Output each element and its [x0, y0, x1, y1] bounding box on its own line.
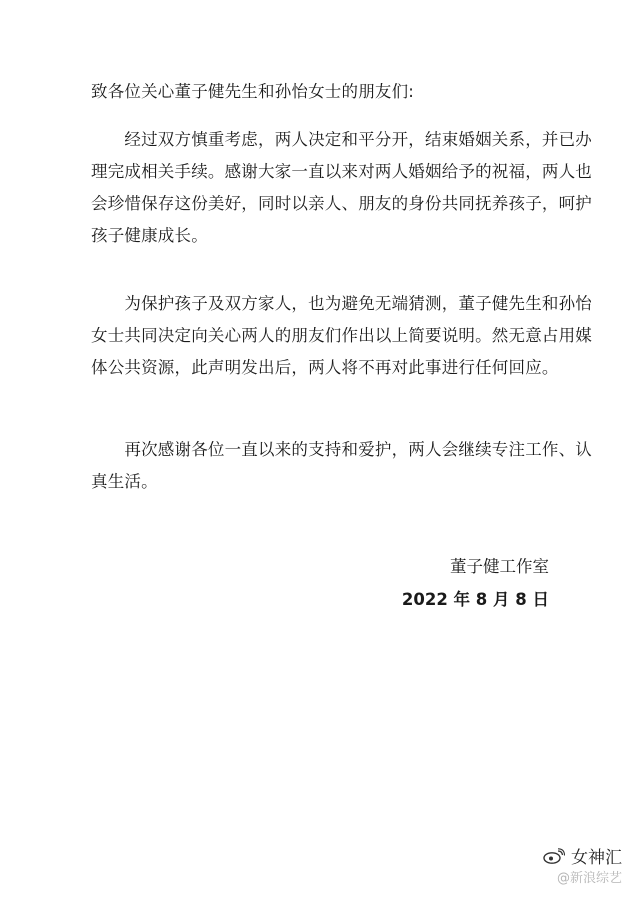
watermark-account: 女神汇 — [571, 848, 622, 868]
watermark-account-row — [543, 843, 622, 868]
weibo-icon — [543, 848, 565, 864]
paragraph-2 — [91, 288, 592, 384]
weibo-watermark — [482, 843, 622, 887]
paragraph-3 — [91, 434, 592, 498]
paragraph-line: 女士共同决定向关心两人的朋友们作出以上简要说明。然无意占用媒 — [91, 326, 592, 345]
paragraph-line: 为保护孩子及双方家人，也为避免无端猜测，董子健先生和孙怡 — [91, 294, 592, 313]
paragraph-line: 会珍惜保存这份美好，同时以亲人、朋友的身份共同抚养孩子，呵护 — [91, 194, 592, 213]
paragraph-line: 再次感谢各位一直以来的支持和爱护，两人会继续专注工作、认 — [91, 440, 592, 459]
watermark-source: @新浪综艺 — [556, 871, 622, 886]
salutation: 致各位关心董子健先生和孙怡女士的朋友们: — [91, 82, 415, 101]
paragraph-line: 经过双方慎重考虑，两人决定和平分开，结束婚姻关系，并已办 — [91, 130, 592, 149]
paragraph-line: 孩子健康成长。 — [91, 226, 208, 245]
paragraph-line: 真生活。 — [91, 472, 158, 491]
paragraph-line: 理完成相关手续。感谢大家一直以来对两人婚姻给予的祝福，两人也 — [91, 162, 592, 181]
paragraph-1 — [91, 124, 592, 252]
date: 2022 年 8 月 8 日 — [401, 590, 549, 609]
signature: 董子健工作室 — [450, 557, 549, 576]
paragraph-line: 体公共资源，此声明发出后，两人将不再对此事进行任何回应。 — [91, 358, 559, 377]
